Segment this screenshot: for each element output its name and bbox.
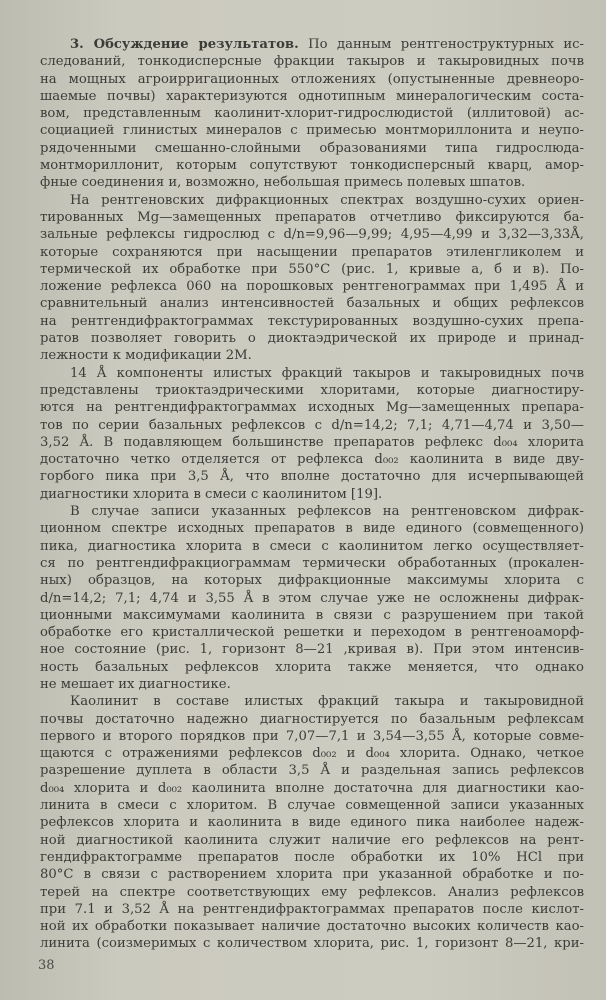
text-line: сравнительный анализ интенсивностей базальных и общих рефлексов: [40, 296, 584, 312]
text-line: на мощных агроирригационных отложениях (опустыненные древнеоро-: [40, 71, 584, 87]
text-line: диагностики хлорита в смеси с каолинитом [19].: [40, 486, 383, 502]
text-line: шаемые почвы) характеризуются однотипным минералогическим соста-: [40, 88, 584, 104]
text-line: термической их обработке при 550°C (рис. 1, кривые а, б и в). По-: [40, 261, 584, 277]
text-line: ных) образцов, на которых дифракционные максимумы хлорита с: [40, 573, 584, 589]
text-line: тов по серии базальных рефлексов с d/n=14,2; 7,1; 4,71—4,74 и 3,50—: [40, 417, 584, 433]
text-line: ной диагностикой каолинита служит наличие его рефлексов на рент-: [40, 832, 584, 848]
text-line: ются на рентгендифрактограммах исходных Mg—замещенных препара-: [40, 400, 584, 416]
text-line: щаются с отражениями рефлексов d₀₀₂ и d₀₀₄ хлорита. Однако, четкое: [40, 746, 584, 762]
text-line: d/n=14,2; 7,1; 4,74 и 3,55 Å в этом случае уже не осложнены дифрак-: [40, 590, 584, 606]
text-line: 80°C в связи с растворением хлорита при указанной обработке и по-: [40, 867, 584, 883]
paragraph: [40, 503, 584, 693]
text-line: 14 Å компоненты илистых фракций такыров и такыровидных почв: [70, 365, 584, 381]
text-line: первого и второго порядков при 7,07—7,1 и 3,54—3,55 Å, которые совме-: [40, 728, 584, 744]
text-line: достаточно четко отделяется от рефлекса d₀₀₂ каолинита в виде дву-: [40, 452, 584, 468]
text-line: на рентгендифрактограммах текстурированных воздушно-сухих препа-: [40, 313, 584, 329]
text-line: Каолинит в составе илистых фракций такыра и такыровидной: [70, 694, 584, 710]
text-line: терей на спектре соответствующих ему рефлексов. Анализ рефлексов: [40, 884, 584, 900]
text-line: d₀₀₄ хлорита и d₀₀₂ каолинита вполне достаточна для диагностики као-: [40, 780, 584, 796]
paragraph: [40, 693, 584, 952]
section-heading: 3. Обсуждение результатов.: [70, 37, 299, 52]
paragraph: [40, 36, 584, 192]
text-line: разрешение дуплета в области 3,5 Å и раздельная запись рефлексов: [40, 763, 584, 779]
text-line: вом, представленным каолинит-хлорит-гидрослюдистой (иллитовой) ас-: [40, 106, 584, 122]
paragraph: [40, 365, 584, 503]
text-line: следований, тонкодисперсные фракции такыров и такыровидных почв: [40, 54, 584, 70]
text-line: ной их обработки показывает наличие достаточно высоких количеств као-: [40, 919, 584, 935]
text-line: социацией глинистых минералов с примесью монтмориллонита и неупо-: [40, 123, 584, 139]
text-line: [40, 36, 584, 53]
text-line: лежности к модификации 2M.: [40, 348, 252, 364]
text-line: фные соединения и, возможно, небольшая примесь полевых шпатов.: [40, 175, 526, 191]
page-body: [40, 36, 584, 953]
text-line: ционном спектре исходных препаратов в виде единого (совмещенного): [40, 521, 584, 537]
text-line: ность базальных рефлексов хлорита также меняется, что однако: [40, 659, 584, 675]
text-line: горбого пика при 3,5 Å, что вполне достаточно для исчерпывающей: [40, 469, 584, 485]
text-line: ратов позволяет говорить о диоктаэдрической их природе и принад-: [40, 331, 584, 347]
text-line: рядоченными смешанно-слойными образованиями типа гидрослюда-: [40, 140, 584, 156]
text-line-rest: По данным рентгеноструктурных ис-: [298, 37, 584, 52]
text-line: линита в смеси с хлоритом. В случае совмещенной записи указанных: [40, 798, 584, 814]
text-line: гендифрактограмме препаратов после обработки их 10% HCl при: [40, 849, 584, 865]
text-line: 3,52 Å. В подавляющем большинстве препаратов рефлекс d₀₀₄ хлорита: [40, 434, 584, 450]
text-line: ся по рентгендифракциограммам термически обработанных (прокален-: [40, 555, 584, 571]
paragraph: [40, 192, 584, 365]
text-line: тированных Mg—замещенных препаратов отчетливо фиксируются ба-: [40, 209, 584, 225]
text-line: почвы достаточно надежно диагностируется по базальным рефлексам: [40, 711, 584, 727]
page-number: 38: [38, 958, 55, 973]
text-line: На рентгеновских дифракционных спектрах воздушно-сухих ориен-: [70, 192, 584, 208]
text-line: зальные рефлексы гидрослюд с d/n=9,96—9,99; 4,95—4,99 и 3,32—3,33Å,: [40, 227, 584, 243]
text-line: обработке его кристаллической решетки и переходом в рентгеноаморф-: [40, 625, 584, 641]
text-line: линита (соизмеримых с количеством хлорита, рис. 1, горизонт 8—21, кри-: [40, 936, 584, 952]
text-line: не мешает их диагностике.: [40, 676, 231, 692]
text-line: представлены триоктаэдрическими хлоритами, которые диагностиру-: [40, 382, 584, 398]
text-line: при 7.1 и 3,52 Å на рентгендифрактограммах препаратов после кислот-: [40, 901, 584, 917]
text-line: рефлексов хлорита и каолинита в виде единого пика наиболее надеж-: [40, 815, 584, 831]
text-line: ционными максимумами каолинита в связи с разрушением при такой: [40, 607, 584, 623]
text-line: которые сохраняются при насыщении препаратов этиленгликолем и: [40, 244, 584, 260]
text-line: ложение рефлекса 060 на порошковых рентгенограммах при 1,495 Å и: [40, 279, 584, 295]
text-line: монтмориллонит, которым сопутствуют тонкодисперсный кварц, амор-: [40, 158, 584, 174]
text-line: В случае записи указанных рефлексов на рентгеновском дифрак-: [70, 504, 584, 520]
text-line: пика, диагностика хлорита в смеси с каолинитом легко осуществляет-: [40, 538, 584, 554]
text-line: ное состояние (рис. 1, горизонт 8—21 ,кривая в). При этом интенсив-: [40, 642, 584, 658]
